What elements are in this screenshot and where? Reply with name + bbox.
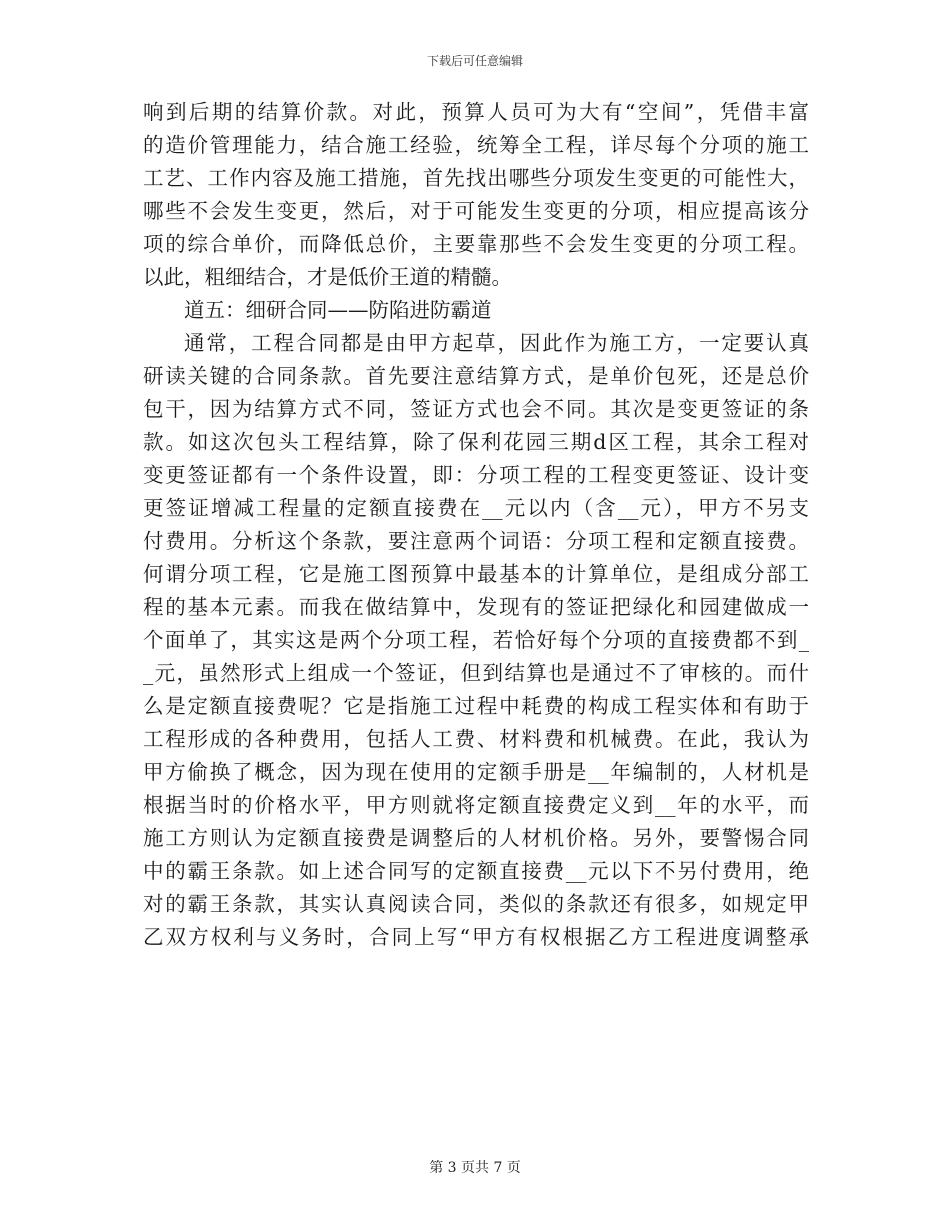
text-line: 施工方则认为定额直接费是调整后的人材机价格。另外，要警惕合同 (143, 826, 809, 850)
text-line: 工艺、工作内容及施工措施，首先找出哪些分项发生变更的可能性大， (143, 166, 809, 190)
text-line: 以此，粗细结合，才是低价王道的精髓。 (143, 265, 512, 289)
text-line: 乙双方权利与义务时，合同上写“甲方有权根据乙方工程进度调整承 (143, 925, 809, 949)
text-line: 响到后期的结算价款。对此，预算人员可为大有“空间”，凭借丰富 (143, 100, 809, 124)
text-line: 甲方偷换了概念，因为现在使用的定额手册是__年编制的，人材机是 (143, 760, 809, 784)
text-line: 中的霸王条款。如上述合同写的定额直接费__元以下不另付费用，绝 (143, 859, 809, 883)
text-line: _元，虽然形式上组成一个签证，但到结算也是通过不了审核的。而什 (143, 661, 809, 685)
text-line: 的造价管理能力，结合施工经验，统筹全工程，详尽每个分项的施工 (143, 133, 809, 157)
text-line: 根据当时的价格水平，甲方则就将定额直接费定义到__年的水平，而 (143, 793, 809, 817)
text-line: 哪些不会发生变更，然后，对于可能发生变更的分项，相应提高该分 (143, 199, 809, 223)
text-line: 对的霸王条款，其实认真阅读合同，类似的条款还有很多，如规定甲 (143, 892, 809, 916)
text-line: 通常，工程合同都是由甲方起草，因此作为施工方，一定要认真 (184, 331, 809, 355)
document-body (143, 96, 809, 954)
text-line: 么是定额直接费呢？它是指施工过程中耗费的构成工程实体和有助于 (143, 694, 809, 718)
text-line: 更签证增减工程量的定额直接费在__元以内（含__元），甲方不另支 (143, 496, 809, 520)
text-line: 项的综合单价，而降低总价，主要靠那些不会发生变更的分项工程。 (143, 232, 809, 256)
text-line: 何谓分项工程，它是施工图预算中最基本的计算单位，是组成分部工 (143, 562, 809, 586)
text-line: 个面单了，其实这是两个分项工程，若恰好每个分项的直接费都不到_ (143, 628, 809, 652)
page-header: 下载后可任意编辑 (426, 54, 523, 68)
text-line: 研读关键的合同条款。首先要注意结算方式，是单价包死，还是总价 (143, 364, 809, 388)
page-number-footer: 第 3 页共 7 页 (429, 1160, 521, 1176)
text-line: 付费用。分析这个条款，要注意两个词语：分项工程和定额直接费。 (143, 529, 809, 553)
text-line: 程的基本元素。而我在做结算中，发现有的签证把绿化和园建做成一 (143, 595, 809, 619)
section-heading: 道五：细研合同——防陷进防霸道 (184, 298, 492, 322)
text-line: 包干，因为结算方式不同，签证方式也会不同。其次是变更签证的条 (143, 397, 809, 421)
text-line: 变更签证都有一个条件设置，即：分项工程的工程变更签证、设计变 (143, 463, 809, 487)
text-line: 工程形成的各种费用，包括人工费、材料费和机械费。在此，我认为 (143, 727, 809, 751)
text-line: 款。如这次包头工程结算，除了保利花园三期d区工程，其余工程对 (143, 430, 809, 454)
